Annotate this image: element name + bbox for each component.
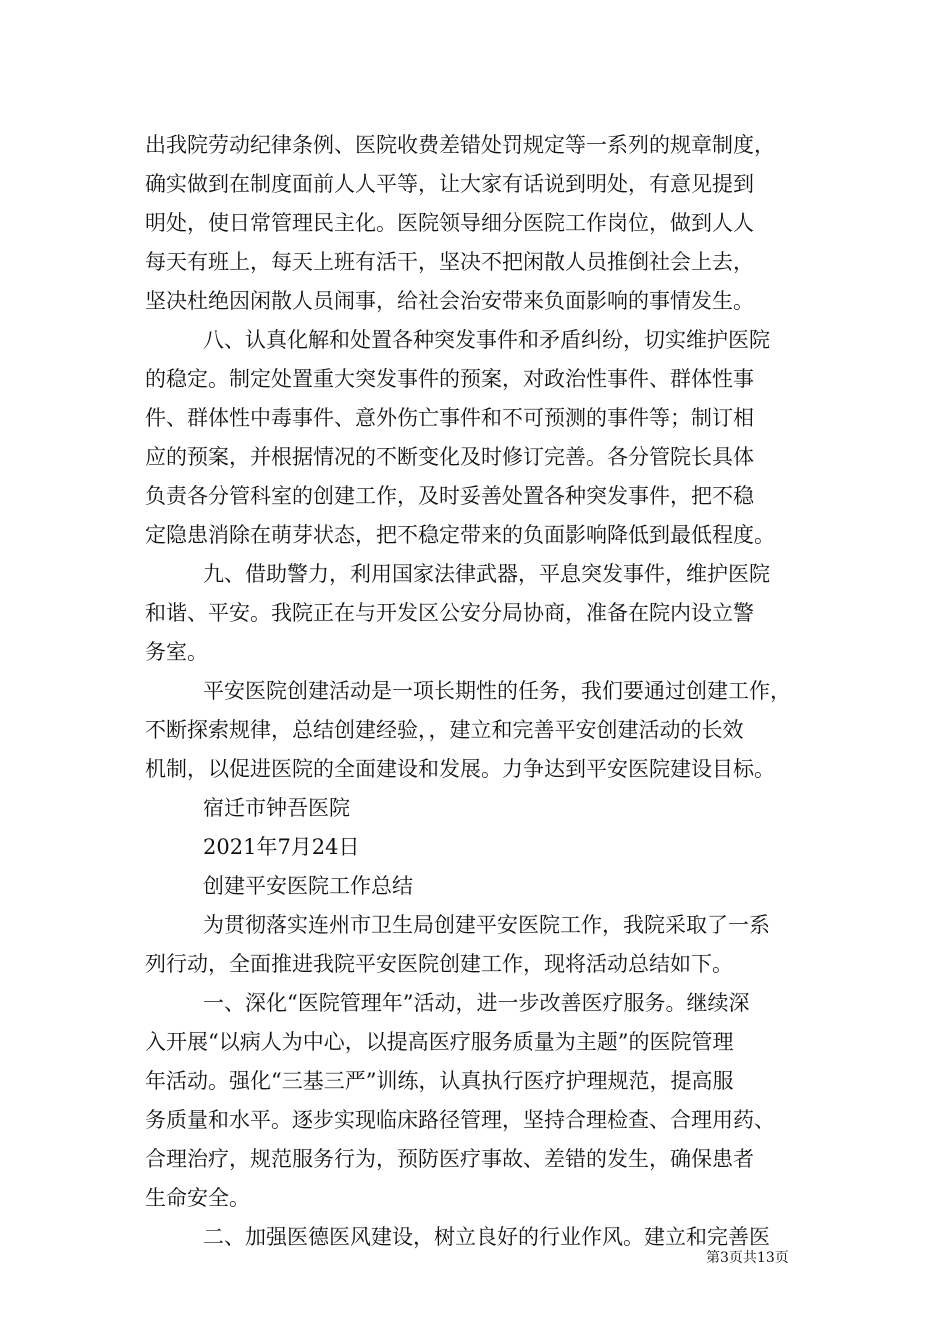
text-line: 生命安全。: [145, 1186, 250, 1210]
text-line: 创建平安医院工作总结: [203, 874, 413, 898]
text-line: 的稳定。制定处置重大突发事件的预案，对政治性事件、群体性事: [145, 367, 754, 391]
text-line: 八、认真化解和处置各种突发事件和矛盾纠纷，切实维护医院: [203, 328, 770, 352]
text-line: 坚决杜绝因闲散人员闹事，给社会治安带来负面影响的事情发生。: [145, 289, 754, 313]
text-line: 定隐患消除在萌芽状态，把不稳定带来的负面影响降低到最低程度。: [145, 523, 775, 547]
text-line: 二、加强医德医风建设，树立良好的行业作风。建立和完善医: [203, 1225, 770, 1249]
text-line: 应的预案，并根据情况的不断变化及时修订完善。各分管院长具体: [145, 445, 754, 469]
text-line: 务室。: [145, 640, 208, 664]
text-line: 年活动。强化“三基三严”训练，认真执行医疗护理规范，提高服: [145, 1069, 734, 1093]
text-line: 一、深化“医院管理年”活动，进一步改善医疗服务。继续深: [203, 991, 750, 1015]
text-line: 明处，使日常管理民主化。医院领导细分医院工作岗位，做到人人: [145, 211, 754, 235]
text-line: 为贯彻落实连州市卫生局创建平安医院工作，我院采取了一系: [203, 913, 770, 937]
text-line: 务质量和水平。逐步实现临床路径管理，坚持合理检查、合理用药、: [145, 1108, 775, 1132]
text-line: 宿迁市钟吾医院: [203, 796, 350, 820]
text-line: 不断探索规律，总结创建经验，，建立和完善平安创建活动的长效: [145, 718, 744, 742]
text-line: 2021年7月24日: [203, 835, 360, 859]
text-line: 出我院劳动纪律条例、医院收费差错处罚规定等一系列的规章制度，: [145, 133, 775, 157]
text-line: 确实做到在制度面前人人平等，让大家有话说到明处，有意见提到: [145, 172, 754, 196]
text-line: 负责各分管科室的创建工作，及时妥善处置各种突发事件，把不稳: [145, 484, 754, 508]
text-line: 合理治疗，规范服务行为，预防医疗事故、差错的发生，确保患者: [145, 1147, 754, 1171]
text-line: 平安医院创建活动是一项长期性的任务，我们要通过创建工作，: [203, 679, 791, 703]
text-line: 机制，以促进医院的全面建设和发展。力争达到平安医院建设目标。: [145, 757, 775, 781]
text-line: 九、借助警力，利用国家法律武器，平息突发事件，维护医院: [203, 562, 770, 586]
text-line: 件、群体性中毒事件、意外伤亡事件和不可预测的事件等；制订相: [145, 406, 754, 430]
document-body: [145, 126, 825, 1257]
text-line: 入开展“以病人为中心，以提高医疗服务质量为主题”的医院管理: [145, 1030, 734, 1054]
text-line: 和谐、平安。我院正在与开发区公安分局协商，准备在院内设立警: [145, 601, 754, 625]
page-footer: 第3页共13页: [706, 1250, 789, 1266]
text-line: 每天有班上，每天上班有活干，坚决不把闲散人员推倒社会上去，: [145, 250, 754, 274]
text-line: 列行动，全面推进我院平安医院创建工作，现将活动总结如下。: [145, 952, 733, 976]
